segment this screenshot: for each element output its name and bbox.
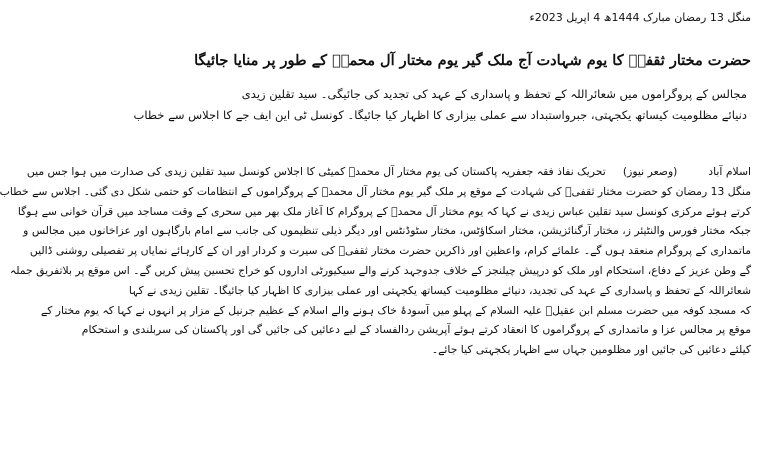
article-line: کرتے ہوئے مرکزی کونسل سید تقلین عباس زیدی نے کہا کہ یوم مختار آل محمدؐ کے پروگرام کا آغاز ملک بھر میں سحری کے وقت مساجد میں قرآن خوانی سے ہوگا (17, 204, 751, 218)
article-line: کہ مسجد کوفہ میں حضرت مسلم ابن عقیلؑ علیہ السلام کے پہلو میں آسودۂ خاک ہونے والے اسلام کے عظیم جرنیل کے مزار پر انہوں نے کہا کہ یوم مختار کے (40, 303, 751, 317)
headline: حضرت مختار ثقفیؒ کا یوم شہادت آج ملک گیر یوم مختار آل محمدؐ کے طور پر منایا جائیگا (194, 52, 751, 69)
news-agency: (وصعر نیوز) (622, 165, 678, 178)
article-line: منگل 13 رمضان کو حضرت مختار ثقفیؒ کی شہادت کے موقع پر ملک گیر یوم مختار آل محمدؐ کے پروگراموں کے انتظامات کو حتمی شکل دی گئی۔ اجلاس سے خطاب (0, 184, 751, 198)
article-line: شعائراللہ کے تحفظ و پاسداری کے عہد کی تجدید، دنیائے مظلومیت کیساتھ یکجہتی اور عملی بیزاری کا اظہار کیا جائیگا۔ تقلین زیدی نے کہا (128, 283, 751, 297)
subheadline (133, 84, 751, 126)
article-line: جبکہ مختار فورس والنٹیئر ز، مختار آرگنائزیشن، مختار اسکاؤٹس، مختار سٹوڈنٹس اور دیگر ذیلی تنظیموں کی جانب سے امام بارگاہوں اور عزاخانوں میں مجالس و (23, 224, 751, 238)
subheadline-line: دنیائے مظلومیت کیساتھ یکجہتی، جبرواستبداد سے عملی بیزاری کا اظہار کیا جائیگا۔ کونسل ٹی این ایف جے کا اجلاس سے خطاب (133, 108, 747, 122)
article-line (26, 162, 751, 182)
article-line-text: تحریک نفاذ فقہ جعفریہ پاکستان کی یوم مختار آل محمدؐ کمیٹی کا اجلاس کونسل سید تقلین زیدی کی صدارت میں ہوا جس میں (26, 165, 606, 178)
subheadline-line: مجالس کے پروگراموں میں شعائراللہ کے تحفظ و پاسداری کے عہد کی تجدید کی جائیگی۔ سید تقلین زیدی (241, 87, 747, 101)
dateline: منگل 13 رمضان مبارک 1444ھ 4 اپریل 2023ء (529, 11, 751, 24)
article-line: ماتمداری کے پروگرام منعقد ہوں گے۔ علمائے کرام، واعظین اور ذاکرین حضرت مختار ثقفیؒ کی سیرت و کردار اور ان کے کارہائے نمایاں پر تفصیلی روشنی ڈالیں (29, 244, 751, 258)
article-line: کیلئے دعائیں کی جائیں اور مظلومین جہاں سے اظہار یکجہتی کیا جائے۔ (431, 343, 751, 357)
article-line: موقع پر مجالس عزا و ماتمداری کے پروگراموں کا انعقاد کرتے ہوئے آپریشن ردالفساد کے لیے دعائیں کی جائیں گی اور پاکستان کی سربلندی و استحکام (81, 323, 751, 337)
dateline-place: اسلام آباد (708, 165, 751, 178)
article-line: گے وطن عزیز کے دفاع، استحکام اور ملک کو درپیش چیلنجز کے خلاف جدوجہد کرنے والے سیکیورٹی اداروں کو خراج تحسین پیش کریں گے۔ اس موقع پر بلاتفریق جملہ (9, 263, 751, 277)
article-body (0, 162, 751, 360)
